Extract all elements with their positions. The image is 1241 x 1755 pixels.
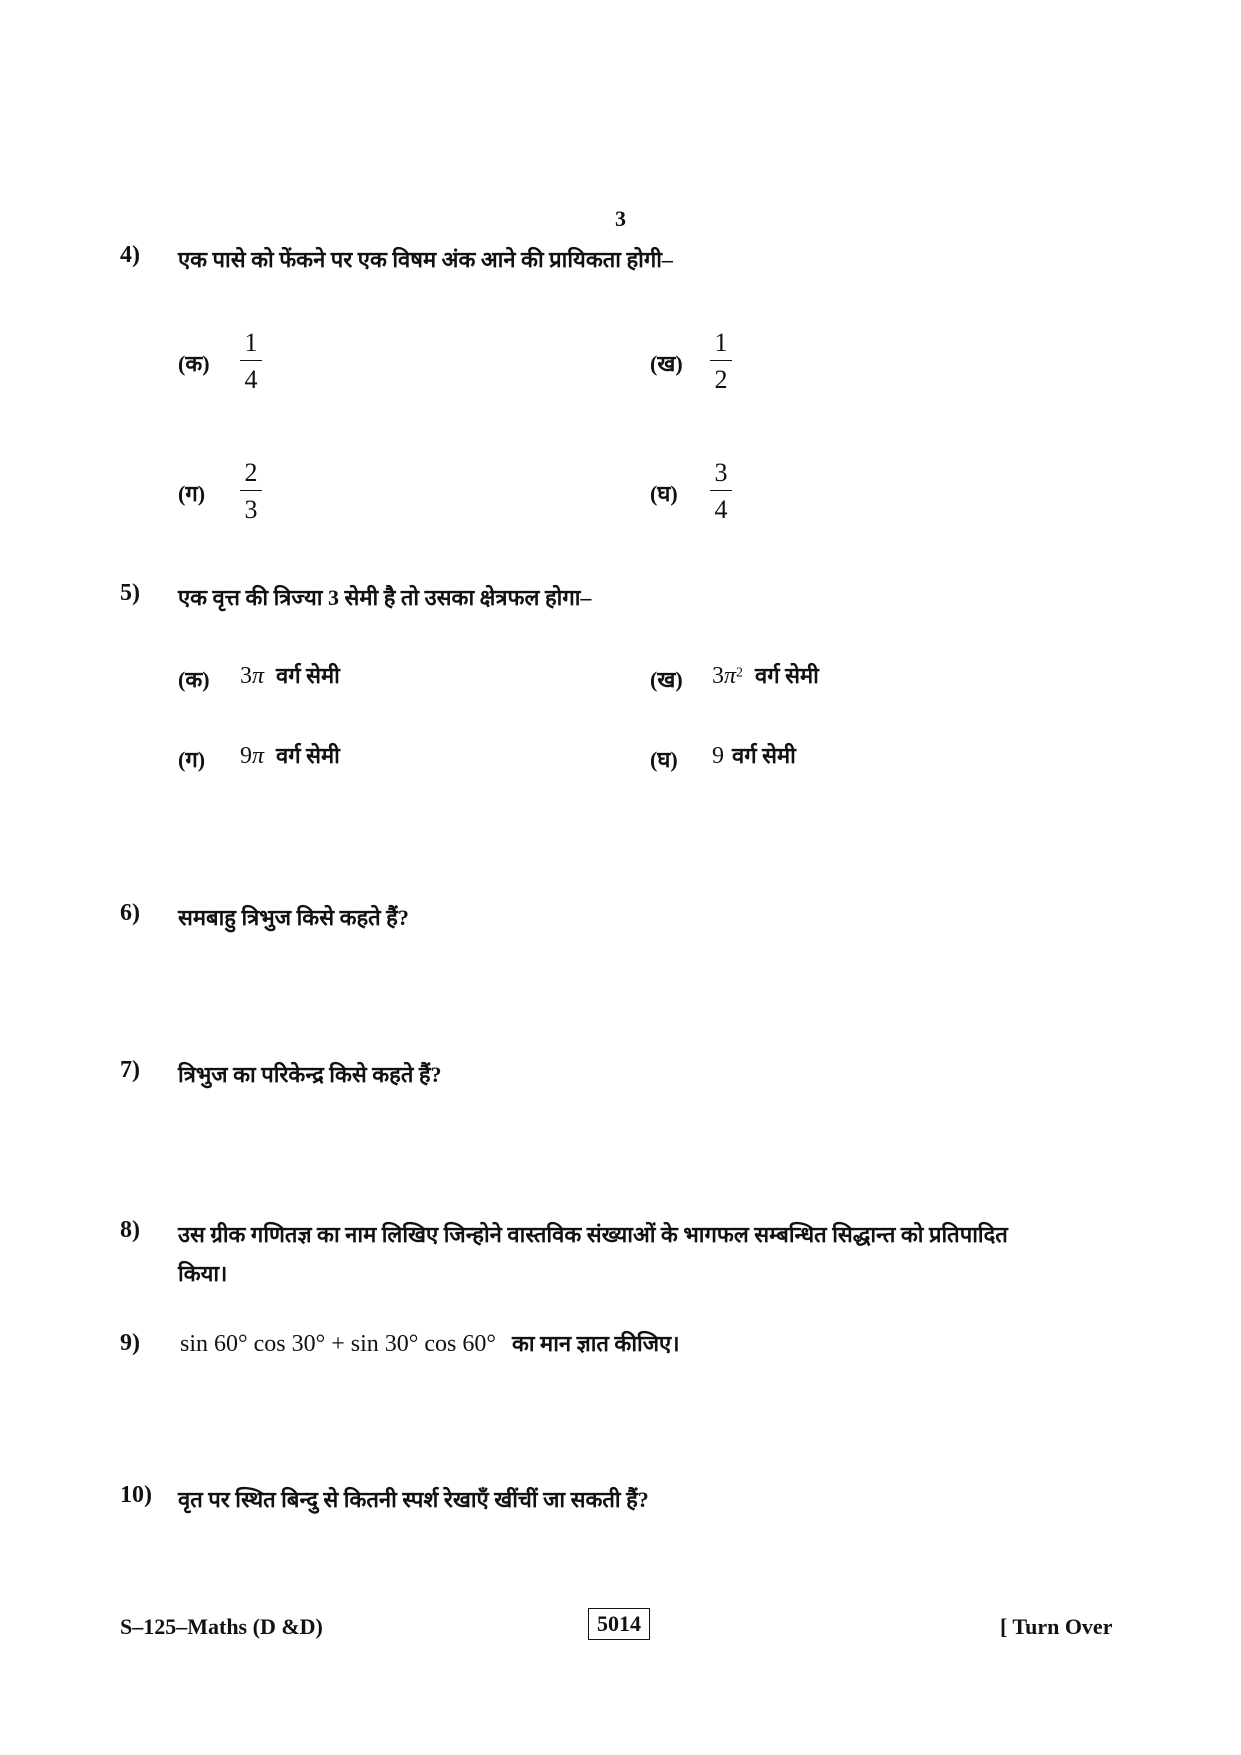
q4-option-gha-denominator: 4: [714, 495, 728, 524]
q5-option-gha-label: (घ): [650, 747, 678, 772]
q5-option-ga-unit: वर्ग सेमी: [276, 743, 340, 768]
q4-option-kha-label: (ख): [650, 351, 683, 376]
pi-symbol: π: [252, 743, 265, 769]
question-9-expression: sin 60° cos 30° + sin 30° cos 60°: [180, 1331, 496, 1357]
question-9-body: [180, 1328, 680, 1358]
q5-option-gha-unit: वर्ग सेमी: [732, 743, 796, 768]
q4-option-ga-fraction: [240, 460, 262, 523]
question-10-number: 10): [120, 1482, 152, 1508]
q4-option-ka-denominator: 4: [244, 365, 258, 394]
question-4-text: एक पासे को फेंकने पर एक विषम अंक आने की प्रायिकता होगी–: [178, 247, 673, 272]
q4-option-gha-numerator: 3: [710, 460, 732, 491]
footer-turn-over: [ Turn Over: [1000, 1614, 1113, 1639]
question-8-number: 8): [120, 1217, 140, 1243]
question-8-text-line1: उस ग्रीक गणितज्ञ का नाम लिखिए जिन्होने वास्तविक संख्याओं के भागफल सम्बन्धित सिद्धान्त को प्रतिपादित: [178, 1222, 1008, 1247]
q5-option-gha-coefficient: 9: [712, 743, 724, 769]
q5-option-kha-value: [712, 660, 819, 690]
q4-option-kha-numerator: 1: [710, 330, 732, 361]
q4-option-gha-label: (घ): [650, 481, 678, 506]
question-7-number: 7): [120, 1057, 140, 1083]
question-5-number: 5): [120, 580, 140, 606]
q4-option-ga-denominator: 3: [244, 495, 258, 524]
question-8-text-line2: किया।: [178, 1261, 228, 1286]
q4-option-ka-label: (क): [178, 351, 210, 376]
question-9-number: 9): [120, 1330, 140, 1356]
q4-option-kha-fraction: [710, 330, 732, 393]
question-5-text: एक वृत्त की त्रिज्या 3 सेमी है तो उसका क्षेत्रफल होगा–: [178, 585, 592, 610]
q4-option-gha-fraction: [710, 460, 732, 523]
q4-option-kha-denominator: 2: [714, 365, 728, 394]
q4-option-ka-fraction: [240, 330, 262, 393]
q4-option-ga-label: (ग): [178, 481, 206, 506]
question-9-text: का मान ज्ञात कीजिए।: [511, 1331, 680, 1356]
question-7-text: त्रिभुज का परिकेन्द्र किसे कहते हैं?: [178, 1062, 442, 1087]
page-number: 3: [615, 206, 626, 231]
footer-box-code: 5014: [588, 1608, 650, 1640]
q5-option-ka-label: (क): [178, 667, 210, 692]
pi-symbol: π: [724, 663, 737, 689]
q5-option-kha-exponent: 2: [736, 665, 744, 681]
q5-option-kha-label: (ख): [650, 667, 683, 692]
question-10-text: वृत पर स्थित बिन्दु से कितनी स्पर्श रेखाएँ खींचीं जा सकती हैं?: [178, 1487, 649, 1512]
q5-option-ga-coefficient: 9: [240, 743, 252, 769]
pi-symbol: π: [252, 663, 265, 689]
q5-option-ka-unit: वर्ग सेमी: [276, 663, 340, 688]
footer-paper-code: S–125–Maths (D &D): [120, 1614, 323, 1639]
q4-option-ga-numerator: 2: [240, 460, 262, 491]
question-6-number: 6): [120, 900, 140, 926]
q5-option-ka-value: [240, 660, 340, 690]
q4-option-ka-numerator: 1: [240, 330, 262, 361]
q5-option-ga-label: (ग): [178, 747, 206, 772]
q5-option-kha-unit: वर्ग सेमी: [755, 663, 819, 688]
question-6-text: समबाहु त्रिभुज किसे कहते हैं?: [178, 905, 409, 930]
q5-option-ga-value: [240, 740, 340, 770]
q5-option-gha-value: [712, 740, 796, 770]
question-4-number: 4): [120, 242, 140, 268]
q5-option-ka-coefficient: 3: [240, 663, 252, 689]
q5-option-kha-coefficient: 3: [712, 663, 724, 689]
